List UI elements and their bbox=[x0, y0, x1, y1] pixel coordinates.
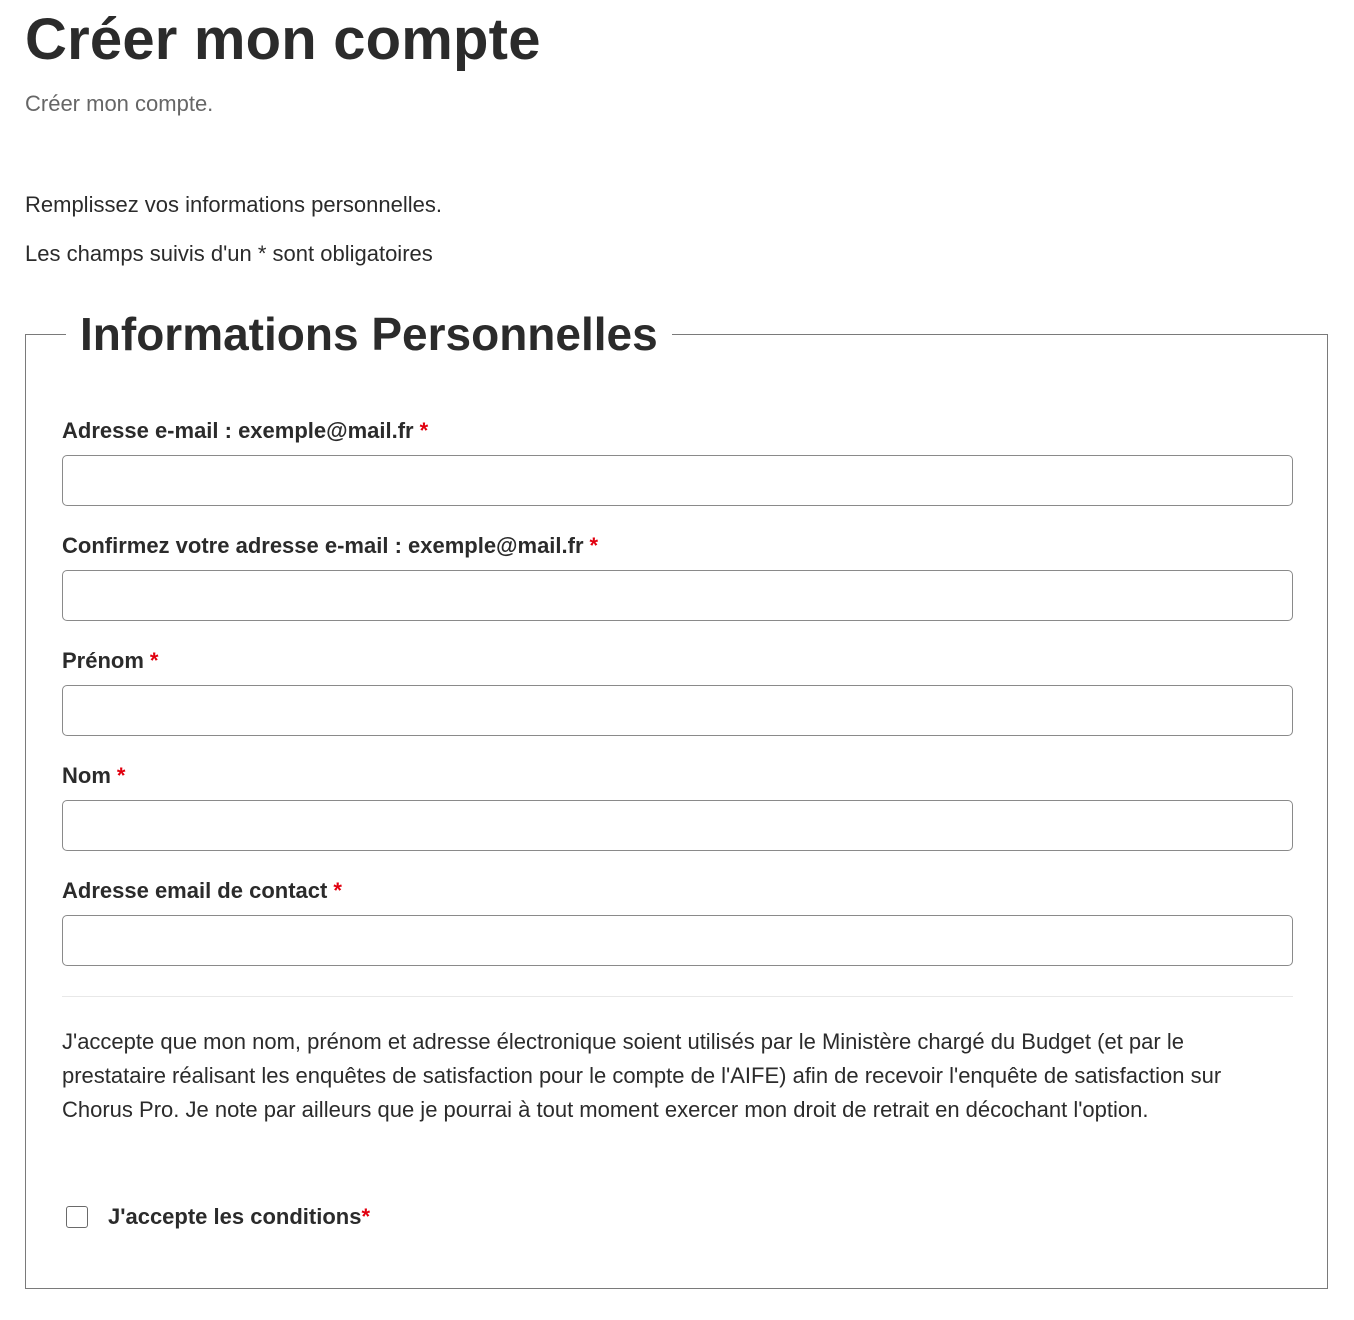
page-subtitle: Créer mon compte. bbox=[25, 91, 214, 116]
required-asterisk: * bbox=[589, 533, 599, 558]
required-fields-note: Les champs suivis d'un * sont obligatoires bbox=[25, 241, 433, 266]
required-asterisk: * bbox=[149, 648, 159, 673]
contact-email-input[interactable] bbox=[62, 915, 1293, 966]
firstname-field-group bbox=[62, 647, 1293, 736]
consent-text: J'accepte que mon nom, prénom et adresse électronique soient utilisés par le Ministère chargé du Budget (et par le prestataire réalisant les enquêtes de satisfaction pour le compte de l'AIFE) afin de recevoir l'enquête de satisfaction sur Chorus Pro. Je note par ailleurs que je pourrai à tout moment exercer mon droit de retrait en décochant l'option. bbox=[62, 1029, 1222, 1122]
confirm-email-label: Confirmez votre adresse e-mail : exemple@mail.fr * bbox=[62, 533, 599, 558]
required-asterisk: * bbox=[419, 418, 429, 443]
accept-conditions-label[interactable]: J'accepte les conditions* bbox=[108, 1204, 370, 1229]
email-label: Adresse e-mail : exemple@mail.fr * bbox=[62, 418, 429, 443]
accept-conditions-row[interactable] bbox=[66, 1203, 370, 1231]
contact-email-label: Adresse email de contact * bbox=[62, 878, 342, 903]
required-asterisk: * bbox=[333, 878, 342, 903]
email-input[interactable] bbox=[62, 455, 1293, 506]
firstname-label: Prénom * bbox=[62, 648, 159, 673]
section-divider bbox=[62, 996, 1293, 997]
section-legend: Informations Personnelles bbox=[66, 306, 672, 362]
confirm-email-field-group bbox=[62, 532, 1293, 621]
lastname-field-group bbox=[62, 762, 1293, 851]
email-field-group bbox=[62, 417, 1293, 506]
required-asterisk: * bbox=[116, 763, 126, 788]
accept-conditions-checkbox[interactable] bbox=[66, 1206, 88, 1228]
contact-email-field-group bbox=[62, 877, 1293, 966]
intro-text: Remplissez vos informations personnelles. bbox=[25, 192, 442, 217]
lastname-label: Nom * bbox=[62, 763, 126, 788]
personal-info-fieldset bbox=[25, 308, 1328, 1289]
required-asterisk: * bbox=[361, 1204, 370, 1229]
lastname-input[interactable] bbox=[62, 800, 1293, 851]
confirm-email-input[interactable] bbox=[62, 570, 1293, 621]
firstname-input[interactable] bbox=[62, 685, 1293, 736]
page-title: Créer mon compte bbox=[25, 7, 541, 72]
